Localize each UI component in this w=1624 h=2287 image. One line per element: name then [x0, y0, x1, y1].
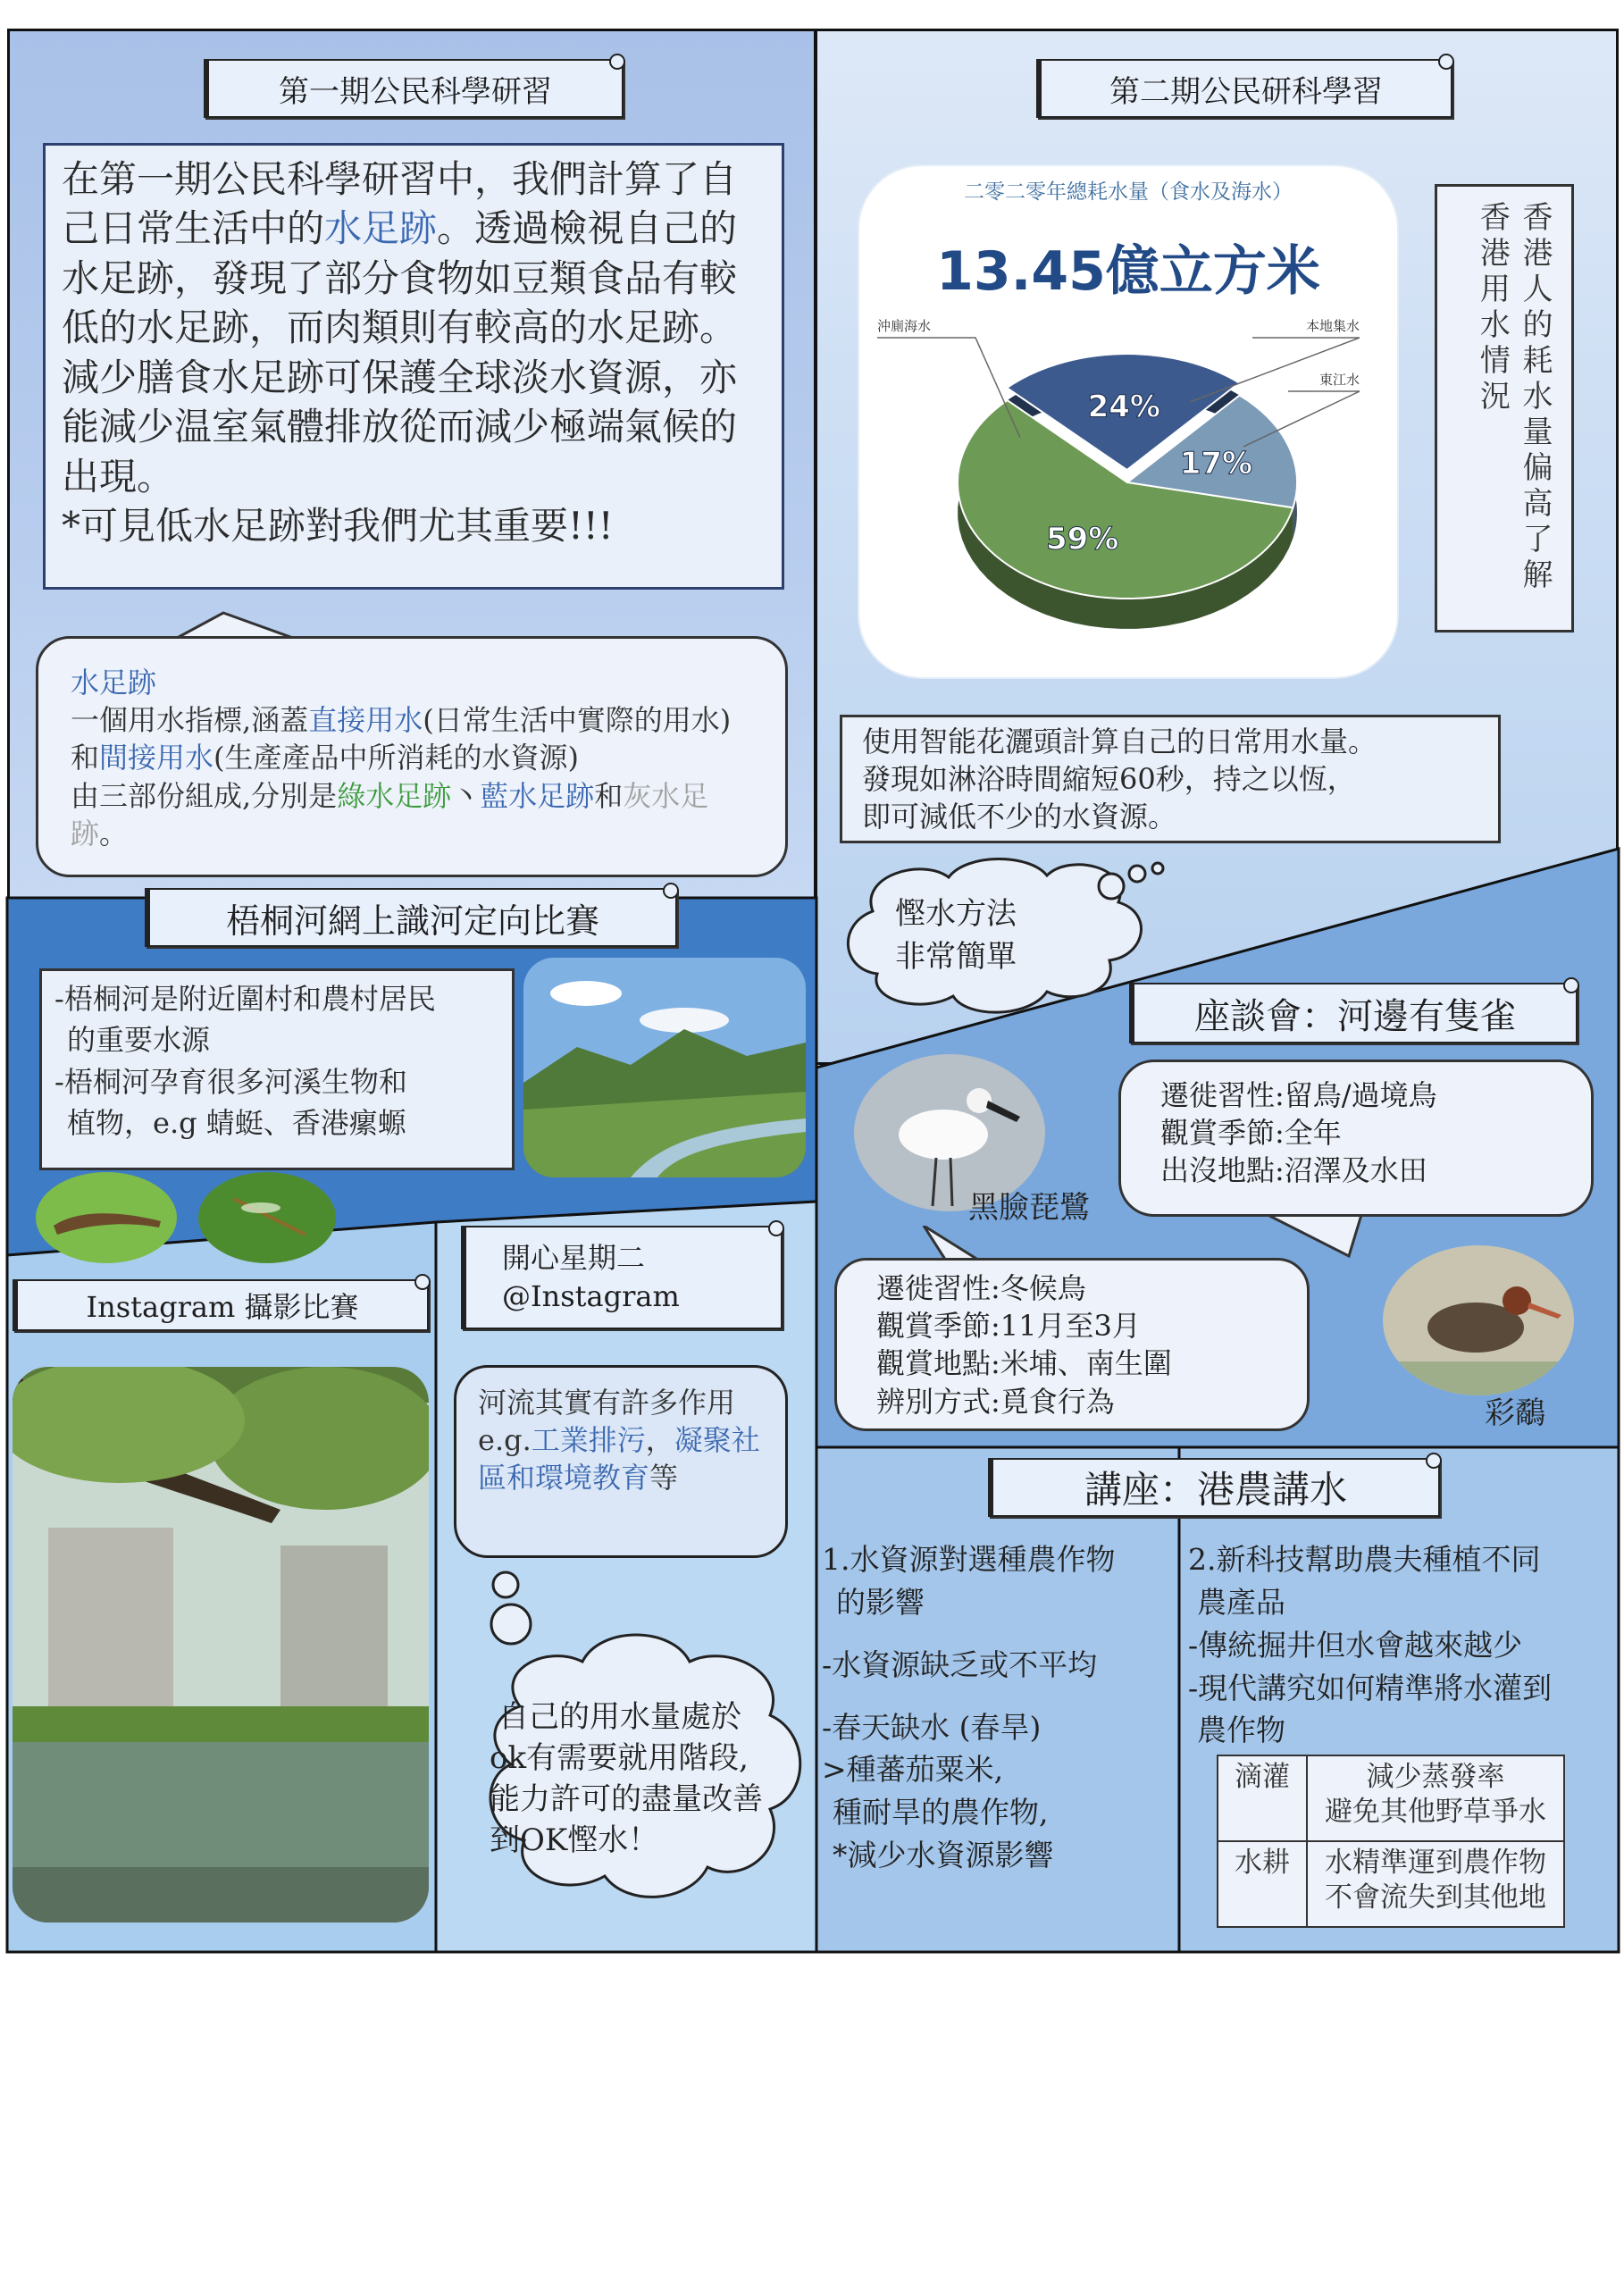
thought-bubble-text	[895, 893, 1074, 978]
pie-slice-label: 17%	[1179, 445, 1253, 482]
blue-water-link[interactable]: 藍水足跡	[480, 778, 595, 813]
section3-title-text: 梧桐河網上識河定向比賽	[225, 901, 599, 941]
def-end: 。	[99, 816, 129, 850]
section6-title	[461, 1226, 783, 1329]
bird1-line-1: 遷徙習性:冬候鳥	[876, 1271, 1086, 1305]
def-text-b: (日常生活中實際的用水)和	[71, 703, 732, 775]
lecture-left	[822, 1538, 1179, 1877]
irrigation-table	[1217, 1755, 1565, 1928]
table-row	[1218, 1841, 1564, 1927]
chart-big-number: 13.45億立方米	[936, 240, 1320, 303]
bird1-line-2: 觀賞季節:11月至3月	[876, 1309, 1141, 1344]
bird2-info	[1118, 1060, 1594, 1217]
cloud-line-1: 自己的用水量處於	[498, 1699, 741, 1735]
table-cell-line: 水精準運到農作物	[1325, 1847, 1546, 1879]
chart-title: 二零二零年總耗水量（食水及海水）	[964, 180, 1293, 204]
section7-title-text: 講座：港農講水	[1084, 1468, 1347, 1512]
lecture-left-l4: -春天缺水 (春旱)	[822, 1709, 1042, 1745]
note-text-b: ，	[645, 1423, 674, 1458]
indirect-water-link[interactable]: 間接用水	[99, 741, 214, 775]
river-line-2: 的重要水源	[67, 1023, 211, 1058]
shower-note-l3: 即可減低不少的水資源。	[862, 800, 1177, 834]
section5-title	[13, 1279, 429, 1331]
lecture-right-l5: 農作物	[1197, 1713, 1285, 1748]
table-cell	[1307, 1841, 1564, 1927]
river-line-3: -梧桐河孕育很多河溪生物和	[54, 1064, 407, 1099]
def-text-a: 一個用水指標,涵蓋	[71, 703, 309, 738]
shower-note	[840, 715, 1501, 843]
definition-line-1	[71, 701, 753, 776]
river-line-1: -梧桐河是附近圍村和農村居民	[54, 982, 436, 1016]
water-footprint-link[interactable]: 水足跡	[324, 206, 438, 251]
lecture-right-l2: 農產品	[1197, 1584, 1285, 1620]
cloud-line-3: 能力許可的盡量改善	[490, 1780, 763, 1817]
table-cell-line: 避免其他野草爭水	[1325, 1795, 1546, 1828]
community-link[interactable]: 凝聚社區和環境教育	[478, 1423, 760, 1495]
section1-intro	[43, 143, 784, 590]
lecture-left-l7: *減少水資源影響	[833, 1838, 1054, 1873]
newt-photo	[36, 1172, 177, 1263]
def-text-c: (生產產品中所消耗的水資源)	[213, 741, 580, 775]
grey-water-link[interactable]: 灰水足跡	[71, 778, 709, 850]
bird1-line-3: 觀賞地點:米埔、南生圍	[876, 1346, 1172, 1381]
definition-line-2	[71, 777, 753, 852]
def-text-d: 由三部份組成,分別是	[71, 778, 338, 813]
river-line-4: 植物，e.g 蜻蜓、香港瘰螈	[67, 1106, 406, 1141]
river-info	[39, 968, 515, 1170]
table-cell-line: 不會流失到其他地	[1325, 1881, 1546, 1914]
definition-term: 水足跡	[71, 666, 157, 700]
direct-water-link[interactable]: 直接用水	[308, 703, 423, 738]
section6-title-l2: @Instagram	[502, 1279, 680, 1313]
intro-text-b: 。透過檢視自己的水足跡，發現了部分食物如豆類食品有較低的水足跡，而肉類則有較高的水足跡。	[62, 206, 738, 350]
cloud-line-4: 到OK慳水！	[490, 1822, 659, 1858]
section1-definition	[36, 636, 788, 877]
section7-title	[988, 1458, 1440, 1517]
shower-note-l2: 發現如淋浴時間縮短60秒，持之以恆，	[862, 762, 1356, 797]
note-text-c: 等	[649, 1461, 679, 1495]
lecture-left-l3: -水資源缺乏或不平均	[822, 1646, 1098, 1682]
pie-slice-label: 59%	[1045, 521, 1119, 557]
pie-category-label: 本地集水	[1305, 318, 1360, 334]
lecture-right-l4: -現代講究如何精準將水灌到	[1188, 1670, 1553, 1705]
painted-snipe-label: 彩鷸	[1485, 1395, 1545, 1431]
section4-title-text: 座談會：河邊有隻雀	[1194, 995, 1516, 1037]
section6-title-l1: 開心星期二	[502, 1240, 646, 1275]
section1-title	[204, 59, 624, 118]
dragonfly-photo	[198, 1172, 336, 1263]
shower-note-l1: 使用智能花灑頭計算自己的日常用水量。	[862, 725, 1377, 758]
green-water-link[interactable]: 綠水足跡	[337, 778, 452, 813]
section6-title-text	[502, 1239, 680, 1316]
intro-para-3: *可見低水足跡對我們尤其重要!!!	[62, 504, 614, 549]
lecture-right	[1188, 1538, 1608, 1752]
table-cell: 滴灌	[1218, 1755, 1307, 1841]
section1-title-text: 第一期公民科學研習	[279, 73, 552, 110]
pie-category-label: 沖廁海水	[877, 318, 932, 334]
thought-cloud-text	[490, 1697, 793, 1862]
lecture-left-l5: >種蕃茄粟米,	[822, 1752, 1004, 1788]
bird2-line-3: 出沒地點:沼澤及水田	[1160, 1153, 1427, 1188]
lecture-right-l1: 2.新科技幫助農夫種植不同	[1188, 1542, 1541, 1577]
pie-category-label: 東江水	[1318, 372, 1360, 388]
instagram-tree-photo	[13, 1367, 429, 1923]
def-and: 和	[594, 778, 624, 813]
bird2-line-1: 遷徙習性:留鳥/過境鳥	[1160, 1078, 1437, 1112]
bird2-line-2: 觀賞季節:全年	[1160, 1116, 1342, 1151]
section3-title	[145, 888, 677, 947]
section5-title-text: Instagram 攝影比賽	[86, 1290, 359, 1324]
river-uses-note	[454, 1365, 788, 1558]
river-landscape-photo	[523, 958, 806, 1177]
pie-slice-label: 24%	[1087, 389, 1160, 425]
lecture-left-l1: 1.水資源對選種農作物	[822, 1542, 1116, 1577]
lecture-left-l2: 的影響	[836, 1584, 925, 1620]
section2-title-text: 第二期公民研科學習	[1109, 73, 1383, 110]
side-label	[1435, 184, 1574, 632]
table-cell: 水耕	[1218, 1841, 1307, 1927]
intro-text-a: 在第一期公民科學研習中，我們計算了自己日常生活中的	[62, 157, 738, 251]
section2-title	[1036, 59, 1452, 118]
section4-title	[1129, 983, 1578, 1043]
bubble-line-2: 非常簡單	[895, 938, 1017, 975]
intro-para-2: 減少膳食水足跡可保護全球淡水資源，亦能減少温室氣體排放從而減少極端氣候的出現。	[62, 355, 738, 498]
lecture-left-l6: 種耐旱的農作物,	[833, 1795, 1049, 1830]
painted-snipe-photo	[1383, 1245, 1574, 1395]
intro-para-1	[62, 155, 766, 353]
note-text-a: 河流其實有許多作用e.g.	[478, 1386, 736, 1458]
bird1-info	[834, 1258, 1310, 1431]
spoonbill-label: 黑臉琵鷺	[968, 1190, 1090, 1226]
cloud-line-2: ok有需要就用階段,	[490, 1739, 749, 1776]
bird1-line-4: 辨別方式:覓食行為	[876, 1384, 1115, 1419]
industrial-link[interactable]: 工業排污	[531, 1423, 646, 1458]
table-cell	[1307, 1755, 1564, 1841]
def-sep: 丶	[451, 778, 481, 813]
table-row	[1218, 1755, 1564, 1841]
bubble-line-1: 慳水方法	[895, 896, 1017, 932]
side-label-text: 香港人的耗水量偏高了解香港用水情況	[1474, 201, 1553, 594]
pie-chart	[859, 304, 1397, 661]
lecture-right-l3: -傳統掘井但水會越來越少	[1188, 1627, 1523, 1663]
table-cell-line: 減少蒸發率	[1366, 1761, 1505, 1793]
